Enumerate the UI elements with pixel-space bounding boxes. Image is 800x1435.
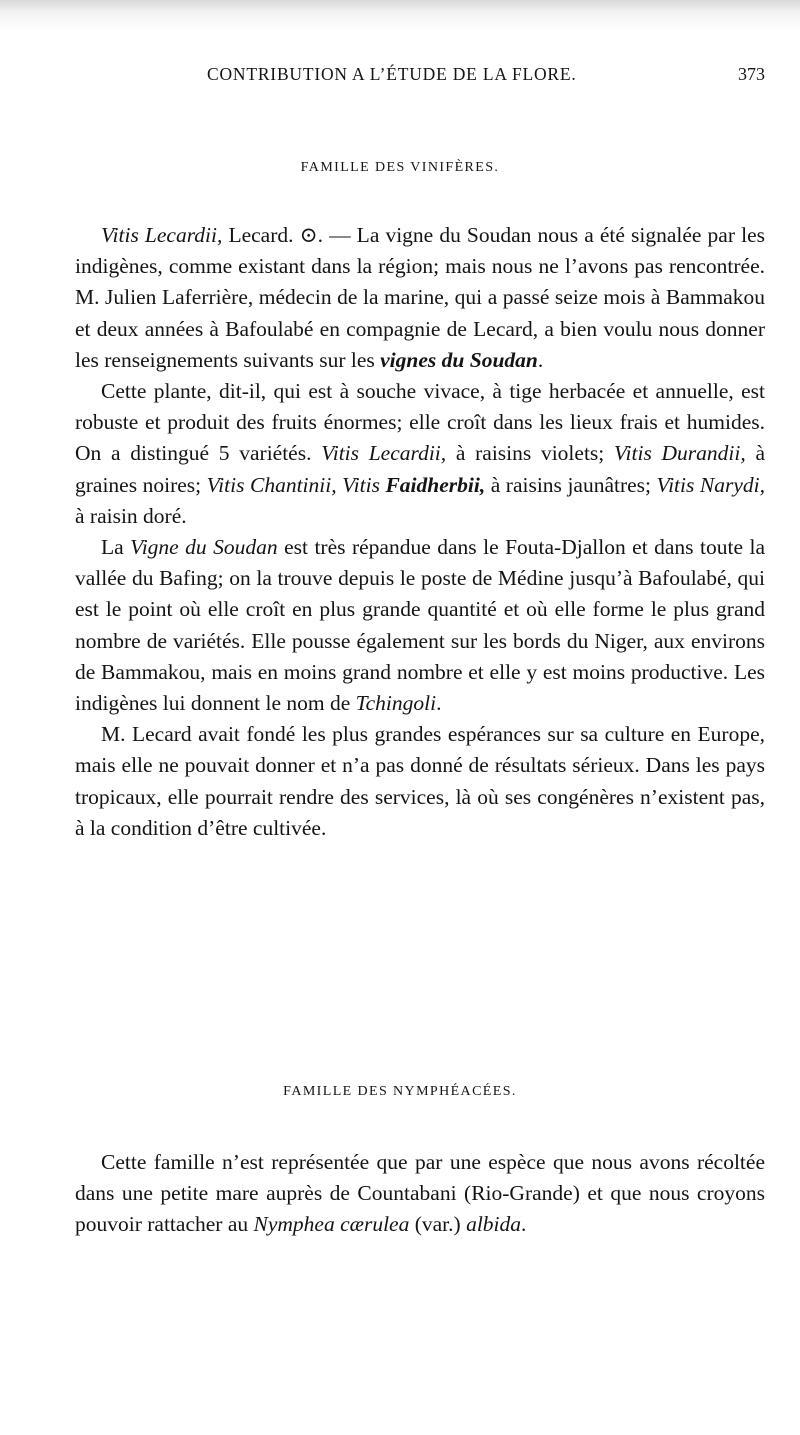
paragraph	[75, 532, 765, 719]
paragraph	[75, 719, 765, 844]
paragraph-text: Cette plante, dit-il, qui est à souche vivace, à tige herbacée et annuelle, est robuste et produit des fruits énormes; elle croît dans les lieux frais et humides. On a distingué 5 variétés.	[75, 379, 765, 466]
section-nympheacees-body	[75, 1147, 765, 1241]
variety-name: Vitis Durandii,	[613, 441, 746, 466]
paragraph-text: .	[521, 1212, 527, 1237]
paragraph-text: à graines noires;	[75, 441, 765, 497]
paragraph-text: Lecard. ⊙. — La vigne du Soudan nous a été signalée par les indigènes, comme existant dans la région; mais nous ne l’avons pas rencontrée. M. Julien Laferrière, médecin de la marine, qui a passé seize mois à Bammakou et deux années à Bafoulabé en compagnie de Lecard, a bien voulu nous donner les renseignements suivants sur les	[75, 223, 765, 372]
paragraph-text: .	[436, 691, 442, 716]
paragraph	[75, 1147, 765, 1241]
paragraph-text: M. Lecard avait fondé les plus grandes espérances sur sa culture en Europe, mais elle ne pouvait donner et n’a pas donné de résultats sérieux. Dans les pays tropicaux, elle pourrait rendre des services, là où ses congénères n’existent pas, à la condition d’être cultivée.	[75, 722, 765, 840]
emphasis-text: Vigne du Soudan	[130, 535, 278, 560]
paragraph-text: à raisins jaunâtres;	[485, 472, 657, 497]
paragraph	[75, 376, 765, 532]
variety-name: Vitis Lecardii,	[321, 441, 447, 466]
species-name: Vitis Lecardii,	[101, 223, 223, 247]
scan-edge-shadow	[0, 0, 800, 30]
paragraph-text: est très répandue dans le Fouta-Djallon et dans toute la vallée du Bafing; on la trouve depuis le poste de Médine jusqu’à Bafoulabé, qui est le point où elle croît en plus grande quantité et où elle forme le plus grand nombre de variétés. Elle pousse également sur les bords du Niger, aux environs de Bammakou, mais en moins grand nombre et elle y est moins productive. Les indigènes lui donnent le nom de	[75, 535, 765, 716]
variety-name: albida	[466, 1212, 522, 1237]
paragraph	[75, 220, 765, 376]
variety-name: Vitis Chantinii, Vitis	[206, 472, 380, 497]
paragraph-text: .	[537, 347, 544, 372]
section-viniferes-body	[75, 220, 765, 844]
paragraph-text: La	[101, 535, 131, 560]
vernacular-name: Tchingoli	[355, 691, 437, 716]
paragraph-text: à raisin doré.	[75, 503, 187, 528]
emphasis-text: vignes du Soudan	[380, 347, 538, 372]
running-title: CONTRIBUTION A L’ÉTUDE DE LA FLORE.	[207, 64, 577, 84]
paragraph-text: à raisins violets;	[446, 441, 614, 466]
section-title-viniferes: FAMILLE DES VINIFÈRES.	[300, 160, 500, 175]
variety-name: Faidherbii,	[379, 472, 486, 497]
variety-name: Vitis Narydi,	[656, 472, 765, 497]
page-number: 373	[738, 64, 765, 84]
section-title-nympheacees: FAMILLE DES NYMPHÉACÉES.	[283, 1084, 517, 1099]
page-header	[75, 62, 765, 92]
paragraph-text: Cette famille n’est représentée que par une espèce que nous avons récoltée dans une petite mare auprès de Countabani (Rio-Grande) et que nous croyons pouvoir rattacher au	[75, 1150, 765, 1237]
paragraph-text: (var.)	[409, 1212, 467, 1237]
species-name: Nymphea cærulea	[253, 1212, 410, 1237]
